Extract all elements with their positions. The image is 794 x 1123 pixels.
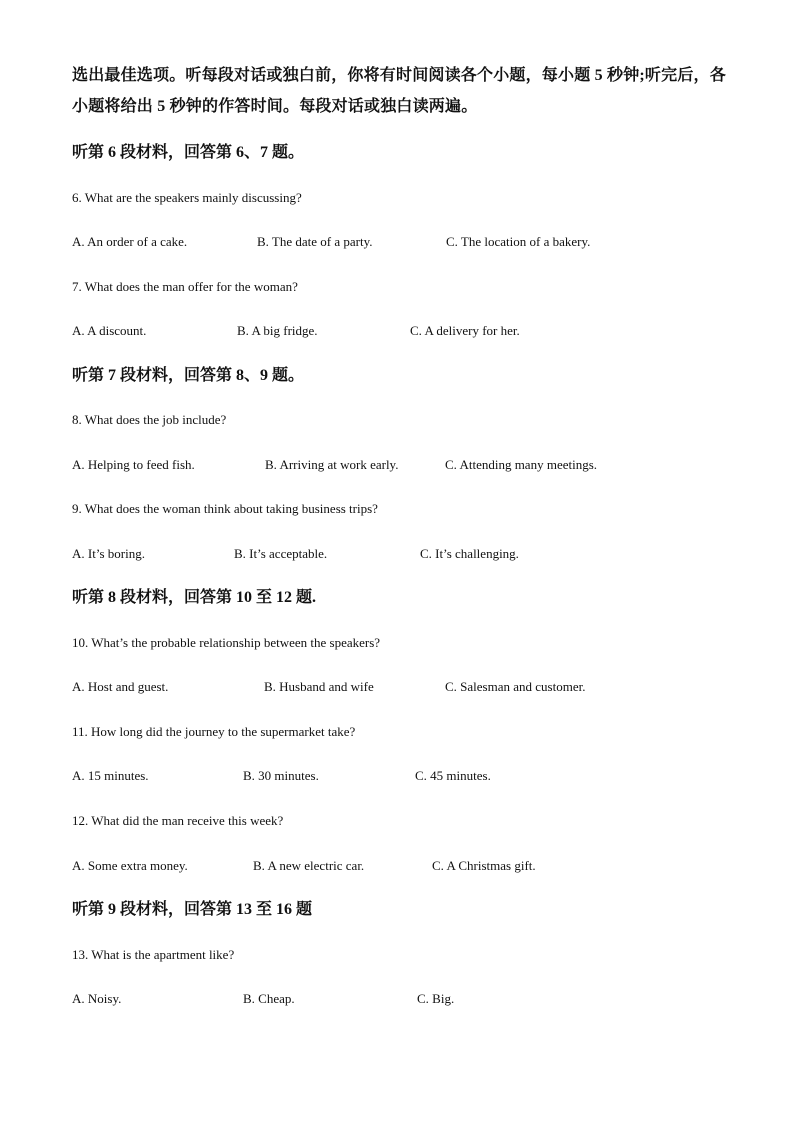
question-7: 7. What does the man offer for the woman? (72, 279, 298, 294)
section-heading-material-9: 听第 9 段材料，回答第 13 至 16 题 (72, 901, 313, 918)
question-10-option-b: B. Husband and wife (264, 679, 374, 694)
question-12-option-a: A. Some extra money. (72, 858, 188, 873)
question-6-option-a: A. An order of a cake. (72, 234, 188, 249)
instructions-line-2: 小题将给出 5 秒钟的作答时间。每段对话或独白读两遍。 (72, 98, 478, 115)
question-8-option-b: B. Arriving at work early. (265, 457, 399, 472)
question-11: 11. How long did the journey to the supermarket take? (72, 724, 356, 739)
question-6-option-b: B. The date of a party. (257, 234, 373, 249)
question-7-option-c: C. A delivery for her. (410, 323, 520, 338)
question-8-option-c: C. Attending many meetings. (445, 457, 598, 472)
question-9-option-a: A. It’s boring. (72, 546, 145, 561)
question-13: 13. What is the apartment like? (72, 947, 235, 962)
section-heading-material-6: 听第 6 段材料，回答第 6、7 题。 (72, 144, 305, 161)
question-7-option-a: A. A discount. (72, 323, 147, 338)
question-8: 8. What does the job include? (72, 412, 227, 427)
question-11-option-a: A. 15 minutes. (72, 768, 149, 783)
section-heading-material-7: 听第 7 段材料，回答第 8、9 题。 (72, 367, 305, 384)
section-heading-material-8: 听第 8 段材料，回答第 10 至 12 题. (72, 589, 317, 606)
question-9-option-c: C. It’s challenging. (420, 546, 519, 561)
question-12: 12. What did the man receive this week? (72, 813, 284, 828)
question-6: 6. What are the speakers mainly discussing? (72, 190, 302, 205)
instructions-line-1: 选出最佳选项。听每段对话或独白前，你将有时间阅读各个小题，每小题 5 秒钟;听完后，各 (72, 67, 726, 84)
question-12-option-b: B. A new electric car. (253, 858, 365, 873)
question-13-option-c: C. Big. (417, 991, 455, 1006)
question-6-option-c: C. The location of a bakery. (446, 234, 591, 249)
question-11-option-c: C. 45 minutes. (415, 768, 491, 783)
question-10-option-c: C. Salesman and customer. (445, 679, 586, 694)
question-10-option-a: A. Host and guest. (72, 679, 169, 694)
question-13-option-a: A. Noisy. (72, 991, 122, 1006)
question-13-option-b: B. Cheap. (243, 991, 295, 1006)
question-9-option-b: B. It’s acceptable. (234, 546, 328, 561)
question-11-option-b: B. 30 minutes. (243, 768, 319, 783)
question-12-option-c: C. A Christmas gift. (432, 858, 536, 873)
question-7-option-b: B. A big fridge. (237, 323, 318, 338)
question-9: 9. What does the woman think about taking business trips? (72, 501, 378, 516)
question-8-option-a: A. Helping to feed fish. (72, 457, 195, 472)
question-10: 10. What’s the probable relationship between the speakers? (72, 635, 381, 650)
